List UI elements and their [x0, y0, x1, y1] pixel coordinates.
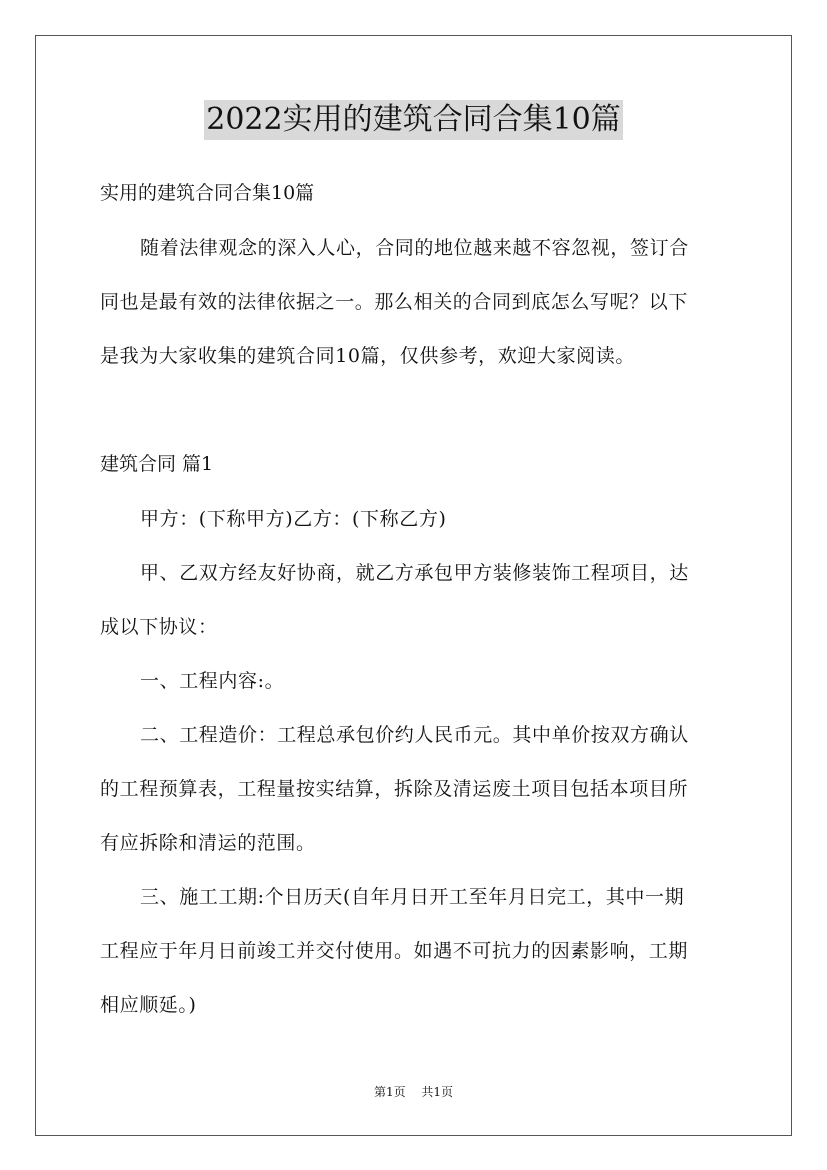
title-container: [0, 100, 827, 140]
clause-2-line-2: 的工程预算表，工程量按实结算，拆除及清运废土项目包括本项目所: [100, 778, 689, 800]
clause-3-line-1: 三、施工工期:个日历天(自年月日开工至年月日完工，其中一期: [140, 886, 685, 908]
document-subtitle: 实用的建筑合同合集10篇: [100, 182, 315, 204]
intro-line-2: 同也是最有效的法律依据之一。那么相关的合同到底怎么写呢？以下: [100, 291, 689, 313]
parties-line: 甲方：(下称甲方)乙方：(下称乙方): [140, 508, 447, 530]
agreement-line-1: 甲、乙双方经友好协商，就乙方承包甲方装修装饰工程项目，达: [140, 562, 689, 584]
section-heading: 建筑合同 篇1: [100, 453, 214, 475]
page-total: 共1页: [421, 1085, 453, 1099]
page-number: 第1页: [374, 1085, 406, 1099]
clause-3-line-2: 工程应于年月日前竣工并交付使用。如遇不可抗力的因素影响，工期: [100, 940, 689, 962]
intro-line-1: 随着法律观念的深入人心，合同的地位越来越不容忽视，签订合: [140, 237, 689, 259]
page-footer: [0, 1084, 827, 1100]
agreement-line-2: 成以下协议：: [100, 616, 218, 638]
clause-2-line-1: 二、工程造价：工程总承包价约人民币元。其中单价按双方确认: [140, 724, 689, 746]
clause-1-line: 一、工程内容:。: [140, 670, 285, 692]
document-title: 2022实用的建筑合同合集10篇: [204, 100, 623, 140]
clause-2-line-3: 有应拆除和清运的范围。: [100, 832, 316, 854]
intro-line-3: 是我为大家收集的建筑合同10篇，仅供参考，欢迎大家阅读。: [100, 345, 635, 367]
clause-3-line-3: 相应顺延。): [100, 994, 197, 1016]
